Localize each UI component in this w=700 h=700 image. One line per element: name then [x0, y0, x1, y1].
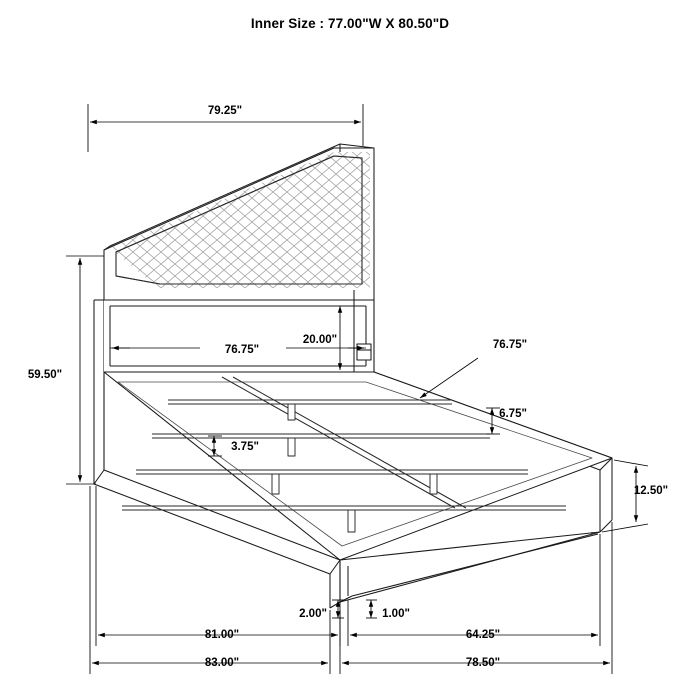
- dim-overall-length: 83.00": [204, 657, 240, 669]
- dim-deck-length: 64.25": [465, 629, 501, 641]
- page-title: Inner Size : 77.00"W X 80.50"D: [250, 16, 450, 31]
- dim-rail-inner-width: 76.75": [492, 339, 528, 351]
- dim-deck-height: 12.50": [633, 485, 669, 497]
- dim-footboard-height: 2.00": [299, 608, 327, 620]
- dim-overall-depth: 78.50": [465, 657, 501, 669]
- dim-headboard-height: 20.00": [302, 334, 338, 346]
- dim-headboard-width: 79.25": [207, 105, 243, 117]
- dim-inner-panel-width: 76.75": [224, 344, 260, 356]
- dim-rail-height: 6.75": [499, 408, 527, 420]
- dim-footboard-clearance: 1.00": [382, 608, 410, 620]
- dim-overall-height: 59.50": [27, 369, 63, 381]
- dim-slat-thickness: 3.75": [231, 441, 259, 453]
- dim-side-rail-length: 81.00": [204, 629, 240, 641]
